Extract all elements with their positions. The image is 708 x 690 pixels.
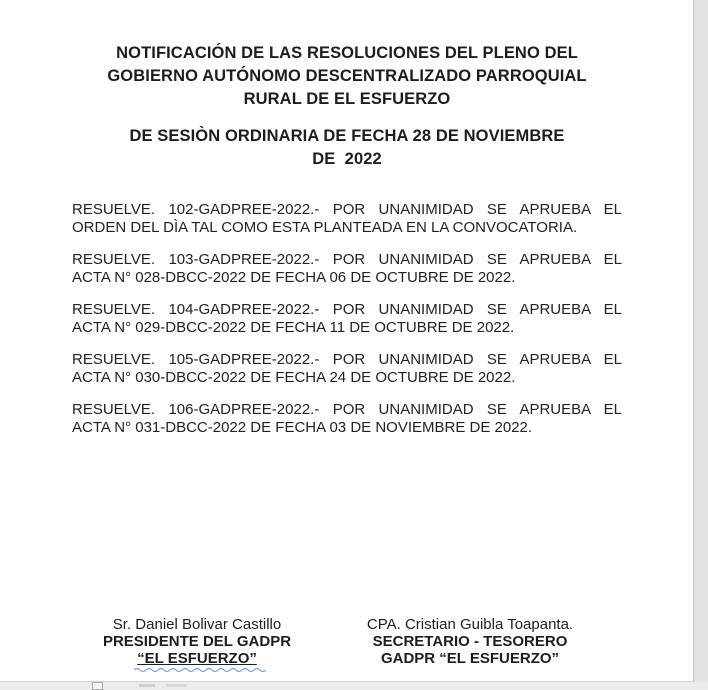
document-subtitle-line: DE 2022 [312,150,382,168]
resolution-line1: RESUELVE. 103-GADPREE-2022.- POR UNANIMIDAD SE APRUEBA EL [72,251,622,268]
signature-left-org-text: “EL ESFUERZO” [137,650,257,667]
signature-right-role: SECRETARIO - TESORERO [372,633,568,650]
window-background-strip [693,0,708,682]
resolution-line1: RESUELVE. 102-GADPREE-2022.- POR UNANIMIDAD SE APRUEBA EL [72,201,622,218]
document-subtitle-line: DE SESIÒN ORDINARIA DE FECHA 28 DE NOVIEMBRE [129,127,565,145]
resolution-line1: RESUELVE. 104-GADPREE-2022.- POR UNANIMIDAD SE APRUEBA EL [72,301,622,318]
signature-right-name: CPA. Cristian Guibla Toapanta. [366,616,574,633]
signature-block-secretary [345,616,595,667]
cropped-anchor-icon [92,682,103,690]
resolutions-list [72,201,622,451]
resolution-paragraph [72,301,622,337]
document-title-line: GOBIERNO AUTÓNOMO DESCENTRALIZADO PARROQUIAL [107,67,587,85]
resolution-line1: RESUELVE. 105-GADPREE-2022.- POR UNANIMIDAD SE APRUEBA EL [72,351,622,368]
document-title [72,42,622,111]
document-subtitle [72,125,622,171]
resolution-line2: ACTA N° 029-DBCC-2022 DE FECHA 11 DE OCTUBRE DE 2022. [72,319,515,336]
resolution-paragraph [72,201,622,237]
document-title-line: RURAL DE EL ESFUERZO [243,90,451,108]
signature-left-org [72,650,322,667]
resolution-paragraph [72,351,622,387]
resolution-line2: ACTA N° 031-DBCC-2022 DE FECHA 03 DE NOVIEMBRE DE 2022. [72,419,533,436]
signature-block-president [72,616,322,667]
resolution-line2: ORDEN DEL DÌA TAL COMO ESTA PLANTEADA EN LA CONVOCATORIA. [72,219,578,236]
resolution-line2: ACTA N° 028-DBCC-2022 DE FECHA 06 DE OCTUBRE DE 2022. [72,269,516,286]
signature-right-org: GADPR “EL ESFUERZO” [380,650,560,667]
signature-left-name: Sr. Daniel Bolivar Castillo [112,616,282,633]
resolution-line2: ACTA N° 030-DBCC-2022 DE FECHA 24 DE OCTUBRE DE 2022. [72,369,516,386]
resolution-line1: RESUELVE. 106-GADPREE-2022.- POR UNANIMIDAD SE APRUEBA EL [72,401,622,418]
resolution-paragraph [72,401,622,437]
cropped-edge-artifact [166,684,187,687]
resolution-paragraph [72,251,622,287]
signature-left-role: PRESIDENTE DEL GADPR [102,633,292,650]
cropped-edge-artifact [139,684,155,687]
document-title-line: NOTIFICACIÓN DE LAS RESOLUCIONES DEL PLENO DEL [116,44,578,62]
